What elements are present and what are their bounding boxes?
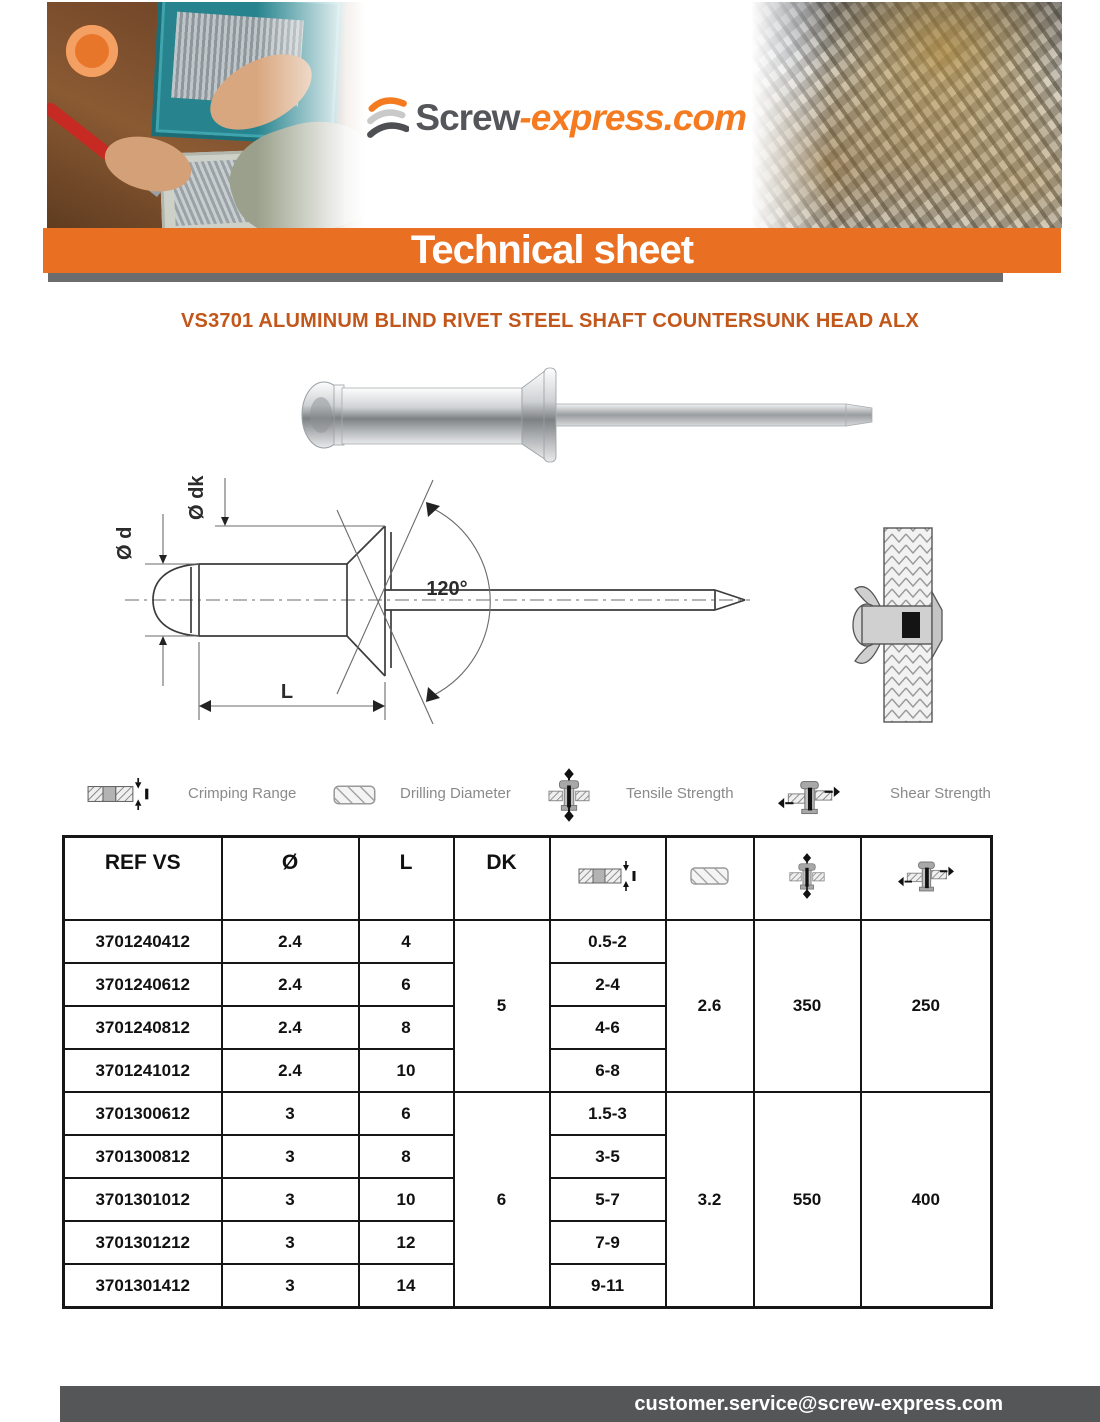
legend-item xyxy=(332,784,378,806)
cell-ref: 3701240612 xyxy=(64,963,222,1006)
cell-ref: 3701301012 xyxy=(64,1178,222,1221)
technical-drawing xyxy=(95,462,765,747)
divider-strip xyxy=(48,273,1003,282)
column-header-length: L xyxy=(359,837,454,921)
cell-length: 4 xyxy=(359,920,454,963)
cell-diameter: 3 xyxy=(222,1178,359,1221)
cell-crimping-range: 6-8 xyxy=(550,1049,666,1092)
installed-rivet-diagram xyxy=(850,522,965,727)
rivet-photo xyxy=(288,358,888,472)
cell-ref: 3701301212 xyxy=(64,1221,222,1264)
cell-dk-merged: 6 xyxy=(454,1092,550,1308)
cell-drilling-merged: 2.6 xyxy=(666,920,754,1092)
table-row xyxy=(64,920,992,963)
cell-drilling-merged: 3.2 xyxy=(666,1092,754,1308)
footer-email: customer.service@screw-express.com xyxy=(634,1393,1003,1415)
cell-crimping-range: 3-5 xyxy=(550,1135,666,1178)
dia-d-label: Ø d xyxy=(114,526,136,560)
cell-length: 14 xyxy=(359,1264,454,1308)
table-row xyxy=(64,1092,992,1135)
cell-ref: 3701300612 xyxy=(64,1092,222,1135)
cell-diameter: 2.4 xyxy=(222,1006,359,1049)
photo-fade-overlay xyxy=(748,2,1062,228)
logo-text-primary: Screw xyxy=(415,97,520,138)
cell-length: 6 xyxy=(359,963,454,1006)
cell-crimping-range: 1.5-3 xyxy=(550,1092,666,1135)
cell-diameter: 3 xyxy=(222,1221,359,1264)
cell-crimping-range: 0.5-2 xyxy=(550,920,666,963)
cell-ref: 3701301412 xyxy=(64,1264,222,1308)
cell-ref: 3701240812 xyxy=(64,1006,222,1049)
cell-crimping-range: 5-7 xyxy=(550,1178,666,1221)
legend-item xyxy=(86,778,152,810)
cell-diameter: 3 xyxy=(222,1135,359,1178)
tensile-strength-icon xyxy=(789,852,825,900)
banner-title: Technical sheet xyxy=(43,228,1061,273)
legend-item xyxy=(890,785,991,802)
cell-crimping-range: 4-6 xyxy=(550,1006,666,1049)
legend-label: Crimping Range xyxy=(188,785,297,802)
cell-shear-merged: 400 xyxy=(861,1092,992,1308)
angle-label: 120° xyxy=(426,578,468,600)
header-photo-workbench xyxy=(47,2,365,228)
cell-diameter: 3 xyxy=(222,1264,359,1308)
legend-item xyxy=(778,778,840,816)
column-header-shear-strength xyxy=(861,837,992,921)
cell-diameter: 2.4 xyxy=(222,920,359,963)
cell-length: 6 xyxy=(359,1092,454,1135)
tensile-strength-icon xyxy=(548,767,590,823)
logo-swoosh-icon xyxy=(366,86,409,150)
header-photo-screws xyxy=(748,2,1062,228)
cell-diameter: 2.4 xyxy=(222,963,359,1006)
brand-logo xyxy=(366,72,746,164)
cell-diameter: 2.4 xyxy=(222,1049,359,1092)
cell-shear-merged: 250 xyxy=(861,920,992,1092)
cell-tensile-merged: 550 xyxy=(754,1092,861,1308)
cell-length: 8 xyxy=(359,1006,454,1049)
cell-ref: 3701241012 xyxy=(64,1049,222,1092)
column-header-diameter: Ø xyxy=(222,837,359,921)
cell-length: 10 xyxy=(359,1178,454,1221)
legend-item xyxy=(400,785,511,802)
cell-diameter: 3 xyxy=(222,1092,359,1135)
spec-table xyxy=(62,835,993,1309)
cell-length: 8 xyxy=(359,1135,454,1178)
legend-item xyxy=(626,785,734,802)
logo-text xyxy=(415,97,746,139)
legend-label: Tensile Strength xyxy=(626,785,734,802)
column-header-tensile-strength xyxy=(754,837,861,921)
crimping-range-icon xyxy=(578,861,638,891)
cell-crimping-range: 2-4 xyxy=(550,963,666,1006)
legend-label: Drilling Diameter xyxy=(400,785,511,802)
cell-tensile-merged: 350 xyxy=(754,920,861,1092)
shear-strength-icon xyxy=(778,778,840,816)
shear-strength-icon xyxy=(898,859,954,893)
column-header-drilling-diameter xyxy=(666,837,754,921)
spec-table-body xyxy=(64,920,992,1308)
legend-item xyxy=(188,785,296,802)
product-title: VS3701 ALUMINUM BLIND RIVET STEEL SHAFT COUNTERSUNK HEAD ALX xyxy=(181,310,919,332)
table-header-row xyxy=(64,837,992,921)
cell-crimping-range: 7-9 xyxy=(550,1221,666,1264)
drilling-diameter-icon xyxy=(332,784,378,806)
cell-length: 10 xyxy=(359,1049,454,1092)
footer-bar xyxy=(60,1386,1100,1422)
legend-label: Shear Strength xyxy=(890,785,991,802)
cell-dk-merged: 5 xyxy=(454,920,550,1092)
logo-text-secondary: -express.com xyxy=(519,97,746,138)
cell-crimping-range: 9-11 xyxy=(550,1264,666,1308)
crimping-range-icon xyxy=(86,778,152,810)
column-header-dk: DK xyxy=(454,837,550,921)
dia-dk-label: Ø dk xyxy=(186,475,208,520)
column-header-ref: REF VS xyxy=(64,837,222,921)
cell-ref: 3701300812 xyxy=(64,1135,222,1178)
length-label: L xyxy=(280,681,294,703)
photo-fade-overlay xyxy=(47,2,365,228)
cell-length: 12 xyxy=(359,1221,454,1264)
legend-item xyxy=(548,767,590,823)
drilling-diameter-icon xyxy=(689,866,731,886)
column-header-crimping-range xyxy=(550,837,666,921)
cell-ref: 3701240412 xyxy=(64,920,222,963)
